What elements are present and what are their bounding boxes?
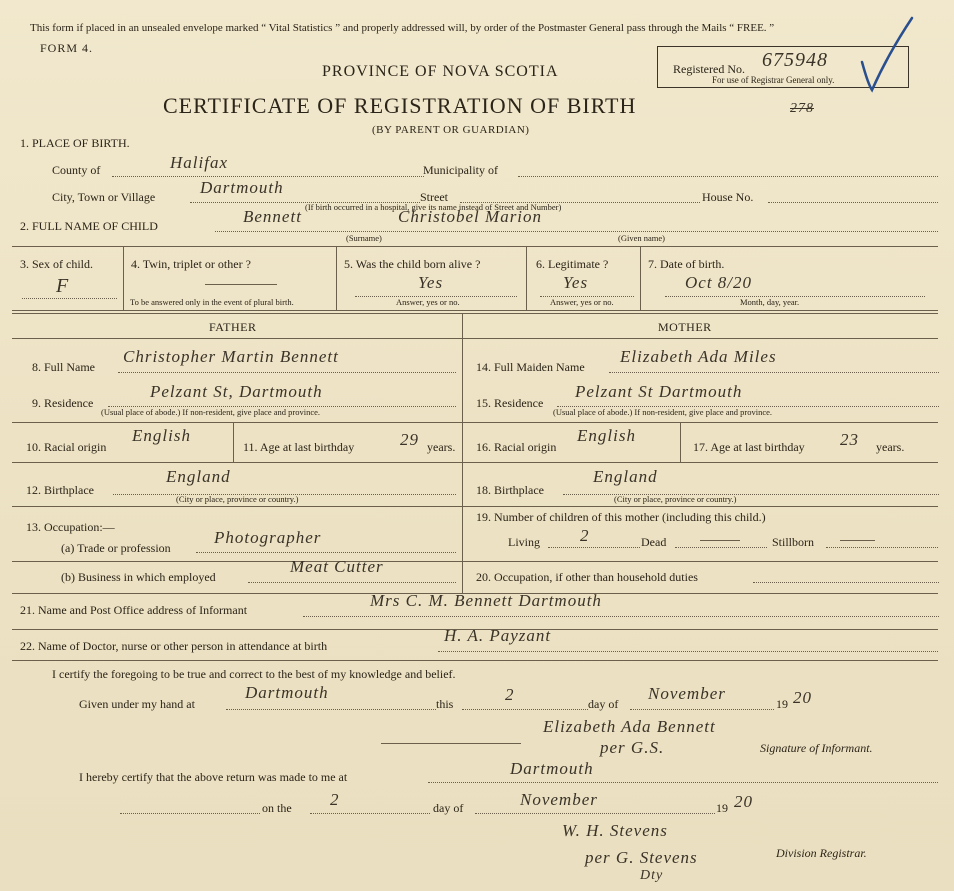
mother-racial: English — [577, 426, 636, 445]
given-label: Given under my hand at — [79, 697, 195, 711]
mother-name-label: 14. Full Maiden Name — [476, 360, 585, 374]
father-occupation-label: 13. Occupation:— — [26, 520, 115, 534]
mother-birthplace-label: 18. Birthplace — [476, 483, 544, 497]
child-surname: Bennett — [243, 207, 302, 226]
certificate-subtitle: (BY PARENT OR GUARDIAN) — [372, 124, 530, 136]
mother-age-label: 17. Age at last birthday — [693, 440, 805, 454]
mother-age: 23 — [840, 430, 859, 449]
struck-number: 278 — [790, 101, 814, 116]
return-label: I hereby certify that the above return was made to me at — [79, 770, 348, 784]
county-label: County of — [52, 163, 101, 177]
child-name-label: 2. FULL NAME OF CHILD — [20, 219, 158, 233]
surname-caption: (Surname) — [346, 233, 382, 243]
father-heading: FATHER — [209, 320, 257, 334]
house-label: House No. — [702, 190, 754, 204]
child-given-name: Christobel Marion — [398, 207, 543, 226]
given-year-prefix: 19 — [776, 697, 788, 711]
mother-children-label: 19. Number of children of this mother (including this child.) — [476, 510, 766, 524]
certificate-title: CERTIFICATE OF REGISTRATION OF BIRTH — [163, 93, 637, 118]
father-birthplace: England — [166, 467, 231, 486]
postal-notice: This form if placed in an unsealed envelope marked “ Vital Statistics ” and properly addressed will, by order of the Postmaster General pass through the Mails “ FREE. ” — [30, 22, 775, 34]
birth-date-note: Month, day, year. — [740, 297, 800, 307]
mother-name: Elizabeth Ada Miles — [620, 347, 777, 366]
municipality-label: Municipality of — [423, 163, 498, 177]
father-trade: Photographer — [214, 528, 322, 547]
alive-note: Answer, yes or no. — [396, 297, 460, 307]
mother-residence-label: 15. Residence — [476, 396, 544, 410]
registrar-signature-by: per G. Stevens — [585, 848, 698, 867]
living-label: Living — [508, 535, 540, 549]
father-birthplace-note: (City or place, province or country.) — [176, 494, 299, 504]
mother-racial-label: 16. Racial origin — [476, 440, 557, 454]
on-month: November — [520, 790, 598, 809]
father-residence: Pelzant St, Dartmouth — [150, 382, 323, 401]
mother-birthplace: England — [593, 467, 658, 486]
form-number: FORM 4. — [40, 41, 94, 55]
registrar-use-note: For use of Registrar General only. — [712, 75, 835, 85]
living-count: 2 — [580, 526, 590, 545]
on-year: 20 — [734, 792, 753, 811]
informant-value: Mrs C. M. Bennett Dartmouth — [370, 591, 602, 610]
registrar-deputy: Dty — [640, 868, 664, 883]
signature-informant-label: Signature of Informant. — [760, 741, 873, 755]
given-day: 2 — [505, 685, 515, 704]
on-day-of-label: day of — [433, 801, 464, 815]
this-label: this — [436, 697, 454, 711]
county-value: Halifax — [170, 153, 228, 172]
on-the-label: on the — [262, 801, 292, 815]
on-year-prefix: 19 — [716, 801, 728, 815]
alive-label: 5. Was the child born alive ? — [344, 257, 481, 271]
alive-value: Yes — [418, 273, 444, 292]
doctor-label: 22. Name of Doctor, nurse or other person in attendance at birth — [20, 639, 328, 653]
father-name-label: 8. Full Name — [32, 360, 95, 374]
return-place: Dartmouth — [510, 759, 594, 778]
dead-label: Dead — [641, 535, 667, 549]
registered-label: Registered No. — [673, 62, 745, 76]
on-day: 2 — [330, 790, 340, 809]
registrar-signature: W. H. Stevens — [562, 821, 668, 840]
birth-date-value: Oct 8/20 — [685, 273, 753, 292]
registered-number: 675948 — [762, 49, 828, 71]
sex-value: F — [56, 275, 70, 297]
mother-years: years. — [876, 440, 905, 454]
city-value: Dartmouth — [200, 178, 284, 197]
father-name: Christopher Martin Bennett — [123, 347, 339, 366]
father-residence-note: (Usual place of abode.) If non-resident, give place and province. — [101, 407, 321, 417]
mother-residence: Pelzant St Dartmouth — [575, 382, 743, 401]
street-label: Street — [420, 190, 448, 204]
mother-residence-note: (Usual place of abode.) If non-resident, give place and province. — [553, 407, 773, 417]
mother-occupation-label: 20. Occupation, if other than household duties — [476, 570, 698, 584]
given-month: November — [648, 684, 726, 703]
legitimate-value: Yes — [563, 273, 589, 292]
given-year: 20 — [793, 688, 812, 707]
sex-label: 3. Sex of child. — [20, 257, 93, 271]
father-residence-label: 9. Residence — [32, 396, 94, 410]
father-racial-label: 10. Racial origin — [26, 440, 107, 454]
mother-heading: MOTHER — [658, 320, 712, 334]
given-caption: (Given name) — [618, 233, 665, 243]
division-registrar-label: Division Registrar. — [776, 846, 867, 860]
given-place: Dartmouth — [245, 683, 329, 702]
given-day-of-label: day of — [588, 697, 619, 711]
doctor-value: H. A. Payzant — [444, 626, 552, 645]
father-age-label: 11. Age at last birthday — [243, 440, 355, 454]
informant-signature: Elizabeth Ada Bennett — [543, 717, 716, 736]
hospital-note: (If birth occurred in a hospital, give its name instead of Street and Number) — [305, 202, 562, 212]
legitimate-note: Answer, yes or no. — [550, 297, 614, 307]
certify-statement: I certify the foregoing to be true and correct to the best of my knowledge and belief. — [52, 667, 456, 681]
place-heading: 1. PLACE OF BIRTH. — [20, 136, 130, 150]
father-racial: English — [132, 426, 191, 445]
father-business: Meat Cutter — [290, 557, 384, 576]
father-age: 29 — [400, 430, 419, 449]
checkmark-icon — [858, 14, 916, 94]
province-heading: PROVINCE OF NOVA SCOTIA — [322, 63, 559, 80]
informant-label: 21. Name and Post Office address of Informant — [20, 603, 248, 617]
business-label: (b) Business in which employed — [61, 570, 216, 584]
city-label: City, Town or Village — [52, 190, 156, 204]
stillborn-label: Stillborn — [772, 535, 815, 549]
legitimate-label: 6. Legitimate ? — [536, 257, 609, 271]
trade-label: (a) Trade or profession — [61, 541, 171, 555]
father-birthplace-label: 12. Birthplace — [26, 483, 94, 497]
twin-label: 4. Twin, triplet or other ? — [131, 257, 251, 271]
father-years: years. — [427, 440, 456, 454]
birth-date-label: 7. Date of birth. — [648, 257, 725, 271]
twin-note: To be answered only in the event of plural birth. — [130, 297, 294, 307]
mother-birthplace-note: (City or place, province or country.) — [614, 494, 737, 504]
informant-signature-by: per G.S. — [600, 738, 665, 757]
